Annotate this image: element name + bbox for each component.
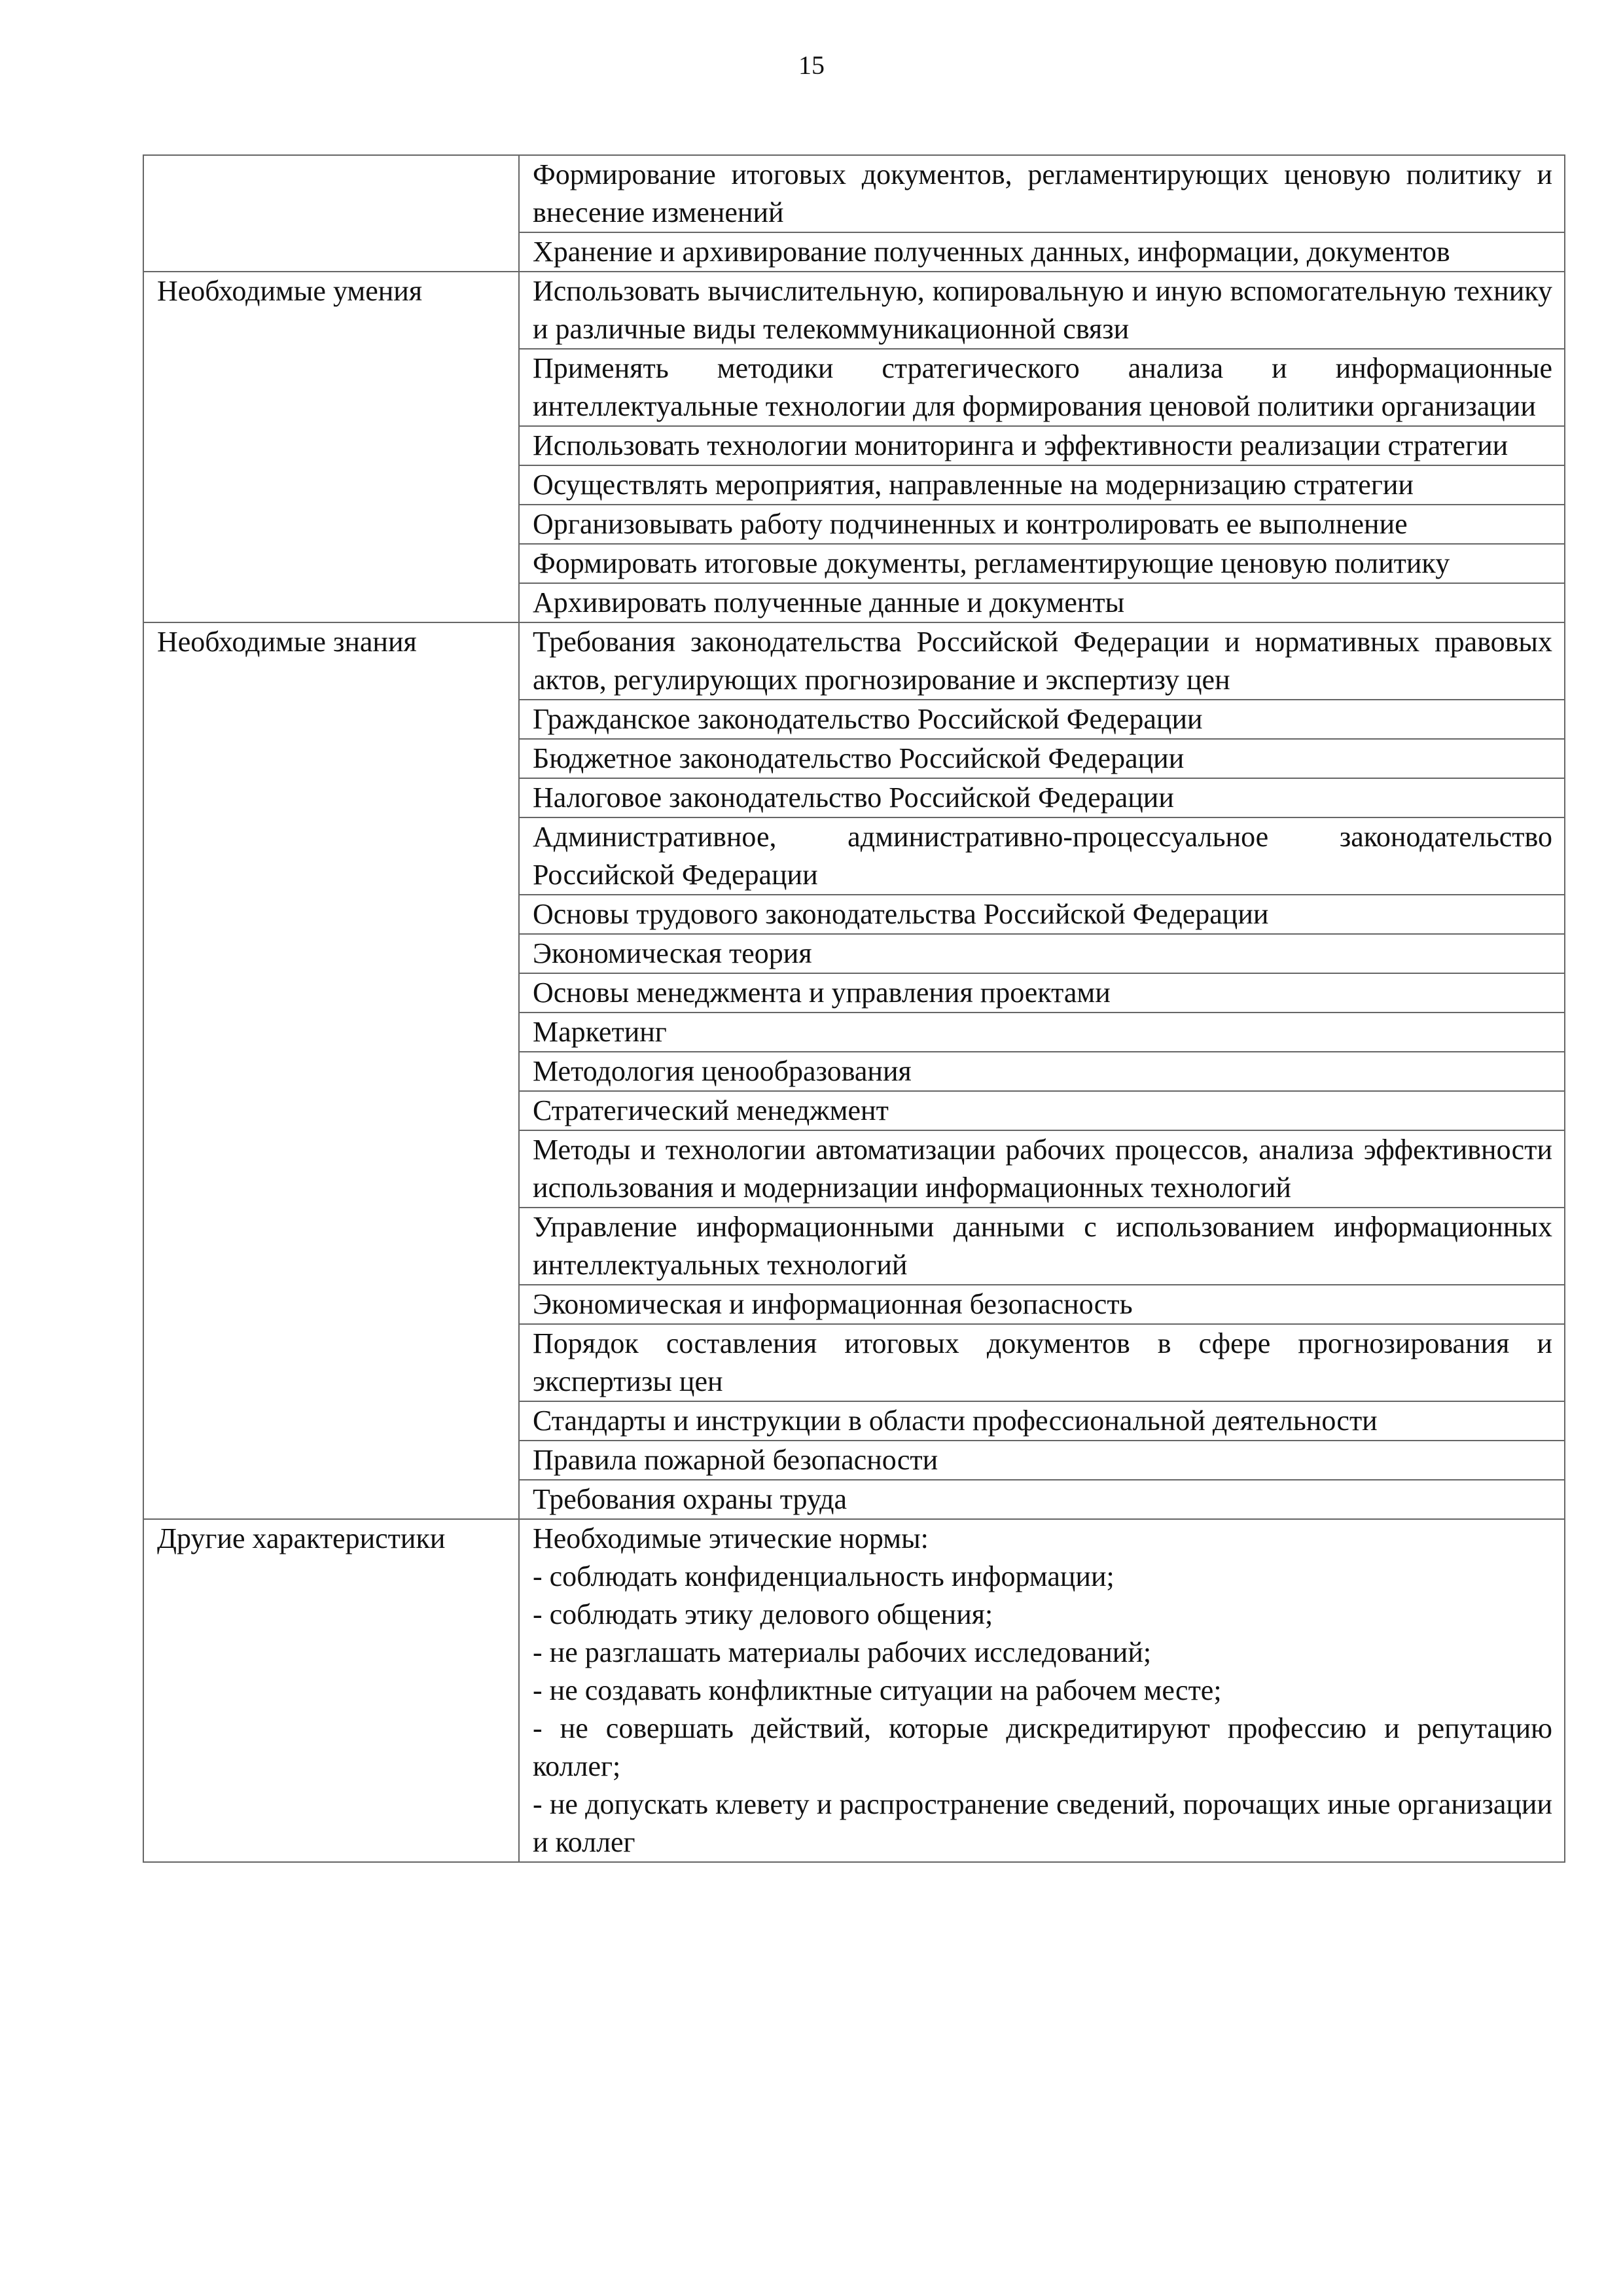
requirement-item: Формирование итоговых документов, регламентирующих ценовую политику и внесение изменений xyxy=(519,155,1565,232)
ethics-line: - не совершать действий, которые дискредитируют профессию и репутацию коллег; xyxy=(533,1712,1552,1782)
requirement-item: Экономическая и информационная безопасность xyxy=(519,1285,1565,1324)
page-number: 15 xyxy=(798,50,825,80)
requirement-item: Гражданское законодательство Российской Федерации xyxy=(519,700,1565,739)
section-label: Другие характеристики xyxy=(143,1519,519,1862)
requirement-item: Порядок составления итоговых документов в сфере прогнозирования и экспертизы цен xyxy=(519,1324,1565,1401)
requirement-item: Хранение и архивирование полученных данных, информации, документов xyxy=(519,232,1565,272)
table-body xyxy=(143,155,1565,1862)
characteristics-table xyxy=(143,154,1565,1863)
table-row xyxy=(143,272,1565,349)
requirement-item: Методы и технологии автоматизации рабочих процессов, анализа эффективности использования и модернизации информационных технологий xyxy=(519,1130,1565,1208)
table-row xyxy=(143,622,1565,700)
requirement-item: Правила пожарной безопасности xyxy=(519,1441,1565,1480)
requirement-item: Требования охраны труда xyxy=(519,1480,1565,1519)
section-label: Необходимые умения xyxy=(143,272,519,622)
requirement-item: Налоговое законодательство Российской Федерации xyxy=(519,778,1565,817)
requirement-item: Архивировать полученные данные и документы xyxy=(519,583,1565,622)
ethics-line: Необходимые этические нормы: xyxy=(533,1522,929,1554)
requirement-item: Маркетинг xyxy=(519,1013,1565,1052)
ethics-list xyxy=(519,1519,1565,1862)
requirement-item: Основы трудового законодательства Российской Федерации xyxy=(519,895,1565,934)
requirement-item: Бюджетное законодательство Российской Федерации xyxy=(519,739,1565,778)
requirement-item: Требования законодательства Российской Федерации и нормативных правовых актов, регулирующих прогнозирование и экспертизу цен xyxy=(519,622,1565,700)
requirement-item: Использовать вычислительную, копировальную и иную вспомогательную технику и различные виды телекоммуникационной связи xyxy=(519,272,1565,349)
requirement-item: Методология ценообразования xyxy=(519,1052,1565,1091)
section-label: Необходимые знания xyxy=(143,622,519,1519)
requirement-item: Осуществлять мероприятия, направленные на модернизацию стратегии xyxy=(519,465,1565,505)
requirement-item: Применять методики стратегического анализа и информационные интеллектуальные технологии для формирования ценовой политики организации xyxy=(519,349,1565,426)
table-row xyxy=(143,1519,1565,1862)
requirement-item: Административное, административно-процессуальное законодательство Российской Федерации xyxy=(519,817,1565,895)
requirement-item: Стандарты и инструкции в области профессиональной деятельности xyxy=(519,1401,1565,1441)
ethics-line: - соблюдать конфиденциальность информации; xyxy=(533,1560,1115,1592)
ethics-line: - не создавать конфликтные ситуации на рабочем месте; xyxy=(533,1674,1222,1706)
requirement-item: Экономическая теория xyxy=(519,934,1565,973)
requirement-item: Использовать технологии мониторинга и эффективности реализации стратегии xyxy=(519,426,1565,465)
requirement-item: Основы менеджмента и управления проектами xyxy=(519,973,1565,1013)
requirement-item: Управление информационными данными с использованием информационных интеллектуальных технологий xyxy=(519,1208,1565,1285)
section-label xyxy=(143,155,519,272)
ethics-line: - соблюдать этику делового общения; xyxy=(533,1598,993,1630)
ethics-line: - не допускать клевету и распространение сведений, порочащих иные организации и коллег xyxy=(533,1788,1552,1858)
ethics-line: - не разглашать материалы рабочих исследований; xyxy=(533,1636,1152,1668)
table-row xyxy=(143,155,1565,232)
requirement-item: Формировать итоговые документы, регламентирующие ценовую политику xyxy=(519,544,1565,583)
requirement-item: Организовывать работу подчиненных и контролировать ее выполнение xyxy=(519,505,1565,544)
requirement-item: Стратегический менеджмент xyxy=(519,1091,1565,1130)
